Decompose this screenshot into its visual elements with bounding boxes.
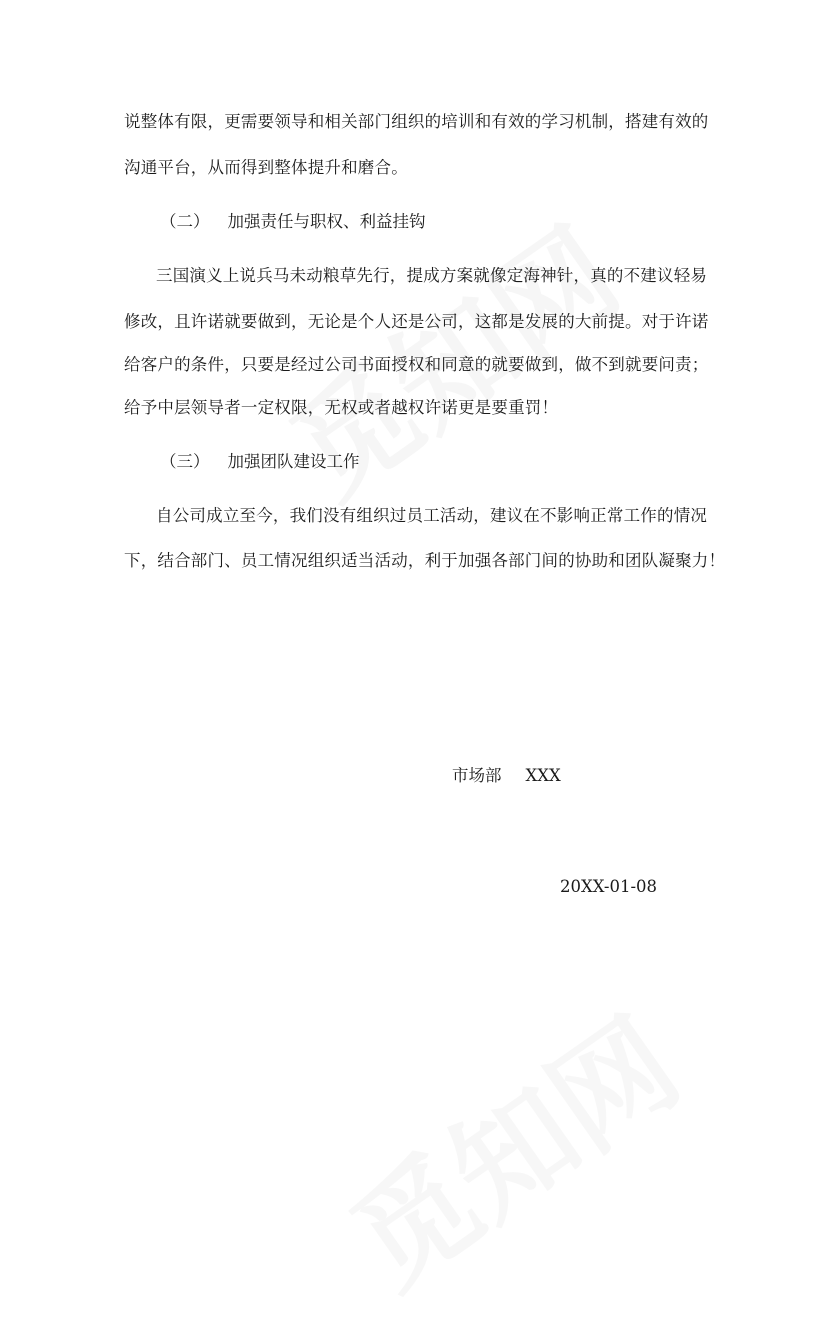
paragraph-line: 下，结合部门、员工情况组织适当活动，利于加强各部门间的协助和团队凝聚力！ — [124, 551, 726, 570]
section-title: 加强责任与职权、利益挂钩 — [227, 212, 426, 231]
section-heading-2 — [160, 211, 426, 233]
paragraph-line: 自公司成立至今，我们没有组织过员工活动，建议在不影响正常工作的情况 — [156, 506, 708, 525]
section-number: （二） — [160, 212, 210, 231]
paragraph-line: 给予中层领导者一定权限，无权或者越权许诺更是要重罚！ — [124, 398, 559, 417]
watermark-bottom — [313, 972, 707, 1319]
signature-name: XXX — [525, 766, 561, 785]
paragraph-line: 给客户的条件，只要是经过公司书面授权和同意的就要做到，做不到就要问责； — [124, 355, 709, 374]
paragraph-line: 说整体有限，更需要领导和相关部门组织的培训和有效的学习机制，搭建有效的 — [124, 112, 709, 131]
signature-line — [452, 765, 561, 787]
section-heading-3 — [160, 451, 360, 473]
paragraph-line: 三国演义上说兵马未动粮草先行，提成方案就像定海神针，真的不建议轻易 — [156, 266, 708, 285]
section-number: （三） — [160, 452, 210, 471]
section-title: 加强团队建设工作 — [227, 452, 360, 471]
signature-date: 20XX-01-08 — [560, 877, 658, 896]
paragraph-line: 沟通平台，从而得到整体提升和磨合。 — [124, 158, 408, 177]
signature-department: 市场部 — [452, 766, 502, 785]
paragraph-line: 修改，且许诺就要做到，无论是个人还是公司，这都是发展的大前提。对于许诺 — [124, 312, 709, 331]
